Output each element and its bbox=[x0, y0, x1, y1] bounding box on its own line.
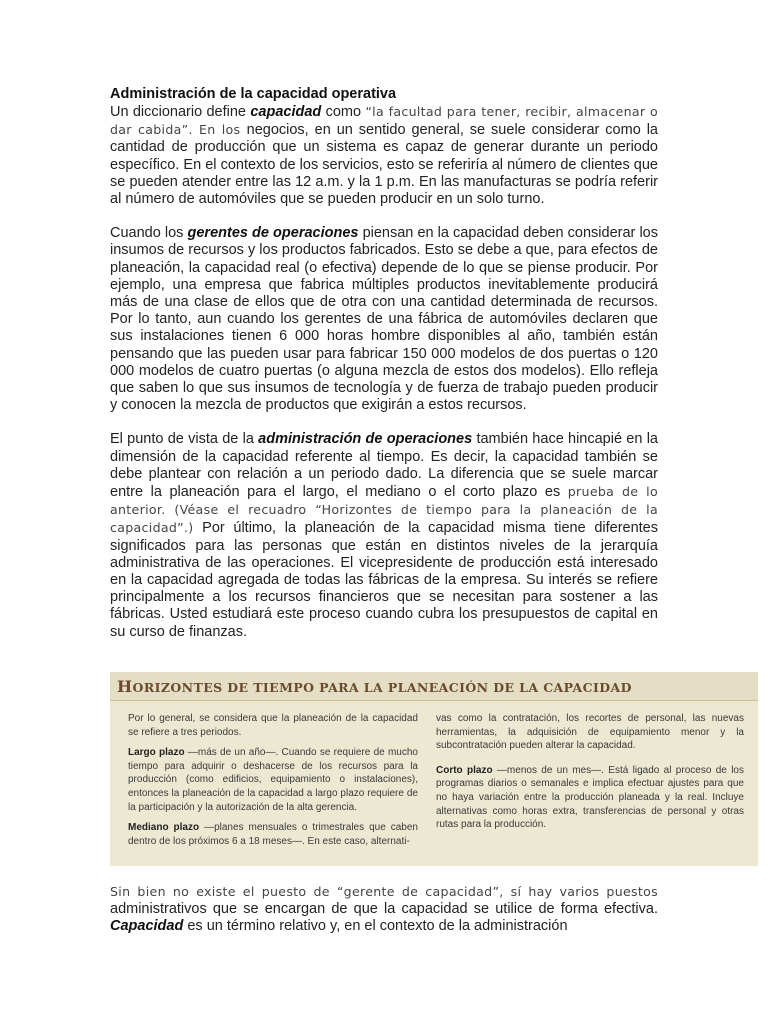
mediano-text: —planes mensuales o trimestrales que caben dentro de los próximos 6 a 18 meses—. En este caso, alternati- bbox=[128, 822, 418, 847]
box-column-right bbox=[436, 712, 744, 832]
spacer bbox=[110, 208, 658, 225]
spacer bbox=[436, 753, 744, 764]
box-mediano-cont: vas como la contratación, los recortes de personal, las nuevas herramientas, la adquisición de equipamiento menor y la subcontratación pueden alterar la capacidad. bbox=[436, 713, 744, 752]
p4-text-a: administrativos que se encargan de que la capacidad se utilice de forma efectiva. bbox=[110, 901, 658, 918]
box-corto bbox=[436, 764, 744, 832]
p3-text-b: también hace hincapié en la dimensión de la capacidad referente al tiempo. Es decir, la capacidad también se debe plantear con relación a un periodo dado. La diferencia que se suele marcar entre la planeación para el largo, el mediano o el corto plazo es bbox=[110, 431, 658, 501]
spacer bbox=[128, 739, 418, 746]
p4-lead: Sin bien no existe el puesto de “gerente de capacidad”, sí hay varios puestos bbox=[110, 884, 658, 899]
page-title: Administración de la capacidad operativa bbox=[110, 86, 397, 102]
mediano-label: Mediano plazo bbox=[128, 822, 200, 834]
p3-text-a: El punto de vista de la bbox=[110, 431, 259, 448]
term-gerentes: gerentes de operaciones bbox=[187, 225, 359, 242]
article-continuation bbox=[110, 883, 658, 936]
largo-label: Largo plazo bbox=[128, 747, 185, 759]
term-administracion: administración de operaciones bbox=[258, 431, 473, 448]
box-column-left bbox=[128, 712, 418, 848]
box-mediano bbox=[128, 821, 418, 848]
paragraph-4 bbox=[110, 883, 658, 936]
spacer bbox=[128, 814, 418, 821]
p1-text-c: negocios, en un sentido general, se suele considerar como la cantidad de producción que un sistema es capaz de generar durante un periodo específico. En el contexto de los servicios, esto se referiría al número de clientes que se pueden atender entre las 12 a.m. y la 1 p.m. En las manufacturas se podría referir al número de automóviles que se pueden producir en un solo turno. bbox=[110, 122, 658, 208]
p2-text-a: Cuando los bbox=[110, 225, 188, 242]
p1-text-b: como bbox=[321, 104, 366, 120]
term-capacidad-2: Capacidad bbox=[110, 918, 184, 935]
p3-text-c: Por último, la planeación de la capacidad misma tiene diferentes significados para las personas que están en distintos niveles de la jerarquía administrativa de las operaciones. El vicepresidente de producción está interesado en la capacidad agregada de todas las fábricas de la empresa. Su interés se refiere principalmente a los recursos financieros que se necesitan para sostener a las fábricas. Usted estudiará este proceso cuando cubra los presupuestos de capital en su curso de finanzas. bbox=[110, 520, 658, 640]
corto-text: —menos de un mes—. Está ligado al proceso de los programas diarios o semanales e implica efectuar ajustes para que no haya variación entre la producción planeada y la real. Incluye alternativas como horas extra, transferencias de personal y otras rutas para la producción. bbox=[436, 764, 744, 831]
p3-aside: prueba de lo anterior. (Véase el recuadro “Horizontes de tiempo para la planeación de la capacidad”.) bbox=[110, 484, 658, 536]
term-capacidad: capacidad bbox=[250, 104, 322, 120]
box-title-initial: H bbox=[117, 677, 133, 696]
corto-label: Corto plazo bbox=[436, 764, 493, 776]
box-header bbox=[110, 672, 758, 701]
box-title bbox=[117, 677, 632, 696]
box-intro: Por lo general, se considera que la planeación de la capacidad se refiere a tres periodos. bbox=[128, 713, 418, 738]
paragraph-1 bbox=[110, 103, 658, 208]
spacer bbox=[110, 414, 658, 431]
sidebar-box bbox=[110, 672, 758, 866]
article-body bbox=[110, 86, 658, 641]
paragraph-3 bbox=[110, 431, 658, 640]
p1-quote: “la facultad para tener, recibir, almacenar o dar cabida”. En los bbox=[110, 104, 658, 138]
largo-text: —más de un año—. Cuando se requiere de mucho tiempo para adquirir o deshacerse de los recursos para la producción (como edificios, equipamiento o instalaciones), entonces la planeación de la capacidad a largo plazo requiere de la participación y la autorización de la alta gerencia. bbox=[128, 747, 418, 813]
box-largo bbox=[128, 746, 418, 814]
box-title-rest: ORIZONTES DE TIEMPO PARA LA PLANEACIÓN DE LA CAPACIDAD bbox=[132, 680, 632, 695]
paragraph-2 bbox=[110, 225, 658, 414]
p1-text-a: Un diccionario define bbox=[110, 104, 251, 120]
p2-text-b: piensan en la capacidad deben considerar los insumos de recursos y los productos fabricados. Esto se debe a que, para efectos de planeación, la capacidad real (o efectiva) depende de lo que se piense producir. Por ejemplo, una empresa que fabrica múltiples productos inevitablemente producirá más de una clase de ellos que de otra con una cantidad determinada de recursos. Por lo tanto, aun cuando los gerentes de una fábrica de automóviles declaren que sus instalaciones tienen 6 000 horas hombre disponibles al año, también están pensando que las pueden usar para fabricar 150 000 modelos de dos puertas o 120 000 modelos de cuatro puertas (o alguna mezcla de estos dos modelos). Ello refleja que saben lo que sus insumos de tecnología y de fuerza de trabajo pueden producir y conocen la mezcla de productos que exigirán a estos recursos. bbox=[110, 225, 658, 414]
p4-text-b: es un término relativo y, en el contexto de la administración bbox=[183, 918, 568, 935]
